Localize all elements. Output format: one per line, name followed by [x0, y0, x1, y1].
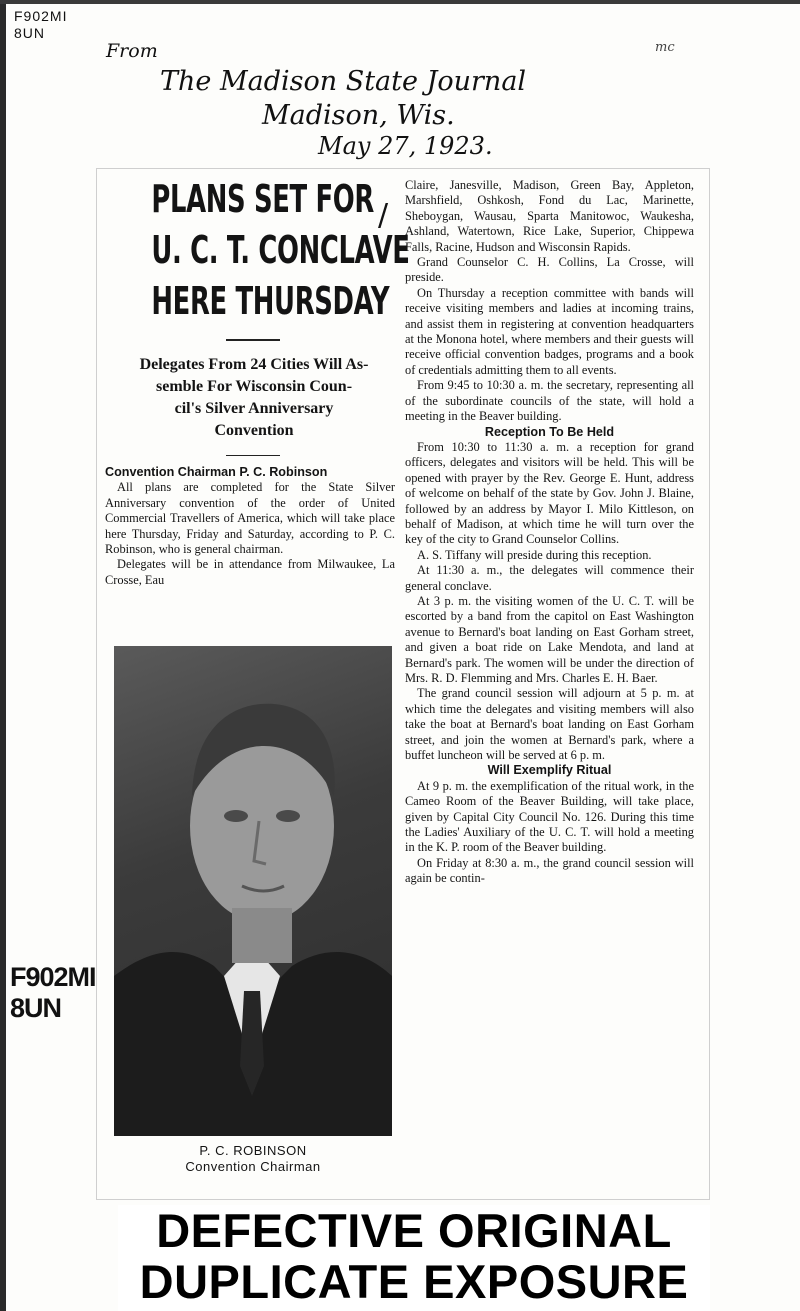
stamp-code: F902MI	[14, 8, 68, 24]
paragraph: The grand council session will adjourn at 5 p. m. at which time the delegates and visiting members will also take the boat at Bernard's boat landing on East Gorham street, and join the women at Bernard's park, where a buffet luncheon will be served at 6 p. m.	[405, 686, 694, 763]
paragraph: Delegates will be in attendance from Milwaukee, La Crosse, Eau	[105, 557, 395, 587]
stamp-code: F902MI	[10, 962, 96, 992]
section-heading: Will Exemplify Ritual	[487, 763, 612, 778]
paragraph: On Friday at 8:30 a. m., the grand council session will again be contin-	[405, 855, 694, 886]
subhead-line: Delegates From 24 Cities Will As-	[139, 356, 369, 373]
defective-original-stamp	[118, 1205, 710, 1311]
paragraph: At 3 p. m. the visiting women of the U. C. T. will be escorted by a band from the capitol on East Washington avenue to Bernard's boat landing on East Gorham street, and given a boat ride on Lake Mendota, and land at Bernard's park. The women will be under the direction of Mrs. R. D. Flemming and Mrs. Charles E. H. Baer.	[405, 593, 694, 685]
lead-label: Convention Chairman P. C. Robinson	[105, 465, 328, 479]
paragraph: From 9:45 to 10:30 a. m. the secretary, representing all of the subordinate councils of the state, will hold a meeting in the Beaver building.	[405, 378, 694, 424]
photo-caption	[114, 1143, 392, 1175]
handwritten-date: May 27, 1923.	[318, 132, 493, 160]
handwritten-city: Madison, Wis.	[262, 100, 455, 131]
handwritten-from: From	[106, 40, 158, 62]
film-edge-top	[0, 0, 800, 4]
headline-line: HERE THURSDAY	[151, 279, 390, 323]
headline-line: PLANS SET FOR	[151, 177, 374, 221]
paragraph: All plans are completed for the State Silver Anniversary convention of the order of United Commercial Travellers of America, which will take place here Thursday, Friday and Saturday, according to P. C. Robinson, who is general chairman.	[105, 480, 395, 557]
paragraph: From 10:30 to 11:30 a. m. a reception for grand officers, delegates and visitors will be held. This will be opened with prayer by the Rev. George E. Hunt, address of welcome on behalf of the state by Gov. John J. Blaine, followed by an address by Mayor I. Milo Kittleson, on behalf of Madison, at which time he will turn over the key of the city to Grand Counselor Collins.	[405, 439, 694, 547]
subhead-rule	[226, 455, 280, 456]
paragraph: At 9 p. m. the exemplification of the ritual work, in the Cameo Room of the Beaver Building, will take place, given by Capital City Council No. 126. During this time the Ladies' Auxiliary of the U. C. T. will hold a meeting in the K. P. room of the Beaver building.	[405, 778, 694, 855]
subhead-line: semble For Wisconsin Coun-	[155, 378, 353, 395]
pencil-mark: /	[378, 198, 389, 233]
section-heading: Reception To Be Held	[484, 424, 615, 439]
article-column-right	[405, 178, 694, 887]
paragraph: A. S. Tiffany will preside during this reception.	[417, 547, 652, 562]
archive-stamp-margin	[10, 962, 96, 1024]
paragraph: Grand Counselor C. H. Collins, La Crosse, will preside.	[405, 255, 694, 285]
subheadline	[108, 354, 400, 442]
subhead-line: cil's Silver Anniversary	[174, 400, 334, 417]
corner-initials: mc	[655, 40, 675, 55]
film-edge-left	[0, 0, 6, 1311]
handwritten-newspaper: The Madison State Journal	[160, 66, 527, 97]
stamp-code: 8UN	[14, 25, 46, 41]
portrait-image	[114, 646, 392, 1136]
headline-rule	[226, 339, 280, 341]
portrait-photo	[114, 646, 392, 1136]
headline	[151, 174, 410, 327]
headline-line: U. C. T. CONCLAVE	[151, 228, 410, 272]
stamp-code: 8UN	[10, 993, 62, 1023]
caption-name: P. C. ROBINSON	[199, 1143, 307, 1158]
archive-stamp-top	[14, 8, 67, 42]
paragraph: On Thursday a reception committee with bands will receive visiting members and ladies at incoming trains, and assist them in registering at convention headquarters at the Monona hotel, where members and their guests will receive official convention badges, programs and a book of credentials admitting them to all events.	[405, 285, 694, 377]
stamp-line: DEFECTIVE ORIGINAL	[156, 1204, 672, 1257]
stamp-line: DUPLICATE EXPOSURE	[139, 1255, 689, 1308]
paragraph: At 11:30 a. m., the delegates will commence their general conclave.	[405, 563, 694, 593]
subhead-line: Convention	[214, 422, 294, 439]
article-column-left	[105, 465, 395, 588]
paragraph: Claire, Janesville, Madison, Green Bay, Appleton, Marshfield, Oshkosh, Fond du Lac, Marinette, Sheboygan, Wausau, Sparta Manitowoc, Waukesha, Ashland, Watertown, Rice Lake, Superior, Chippewa Falls, Racine, Hudson and Wisconsin Rapids.	[405, 178, 694, 254]
caption-title: Convention Chairman	[185, 1159, 321, 1174]
